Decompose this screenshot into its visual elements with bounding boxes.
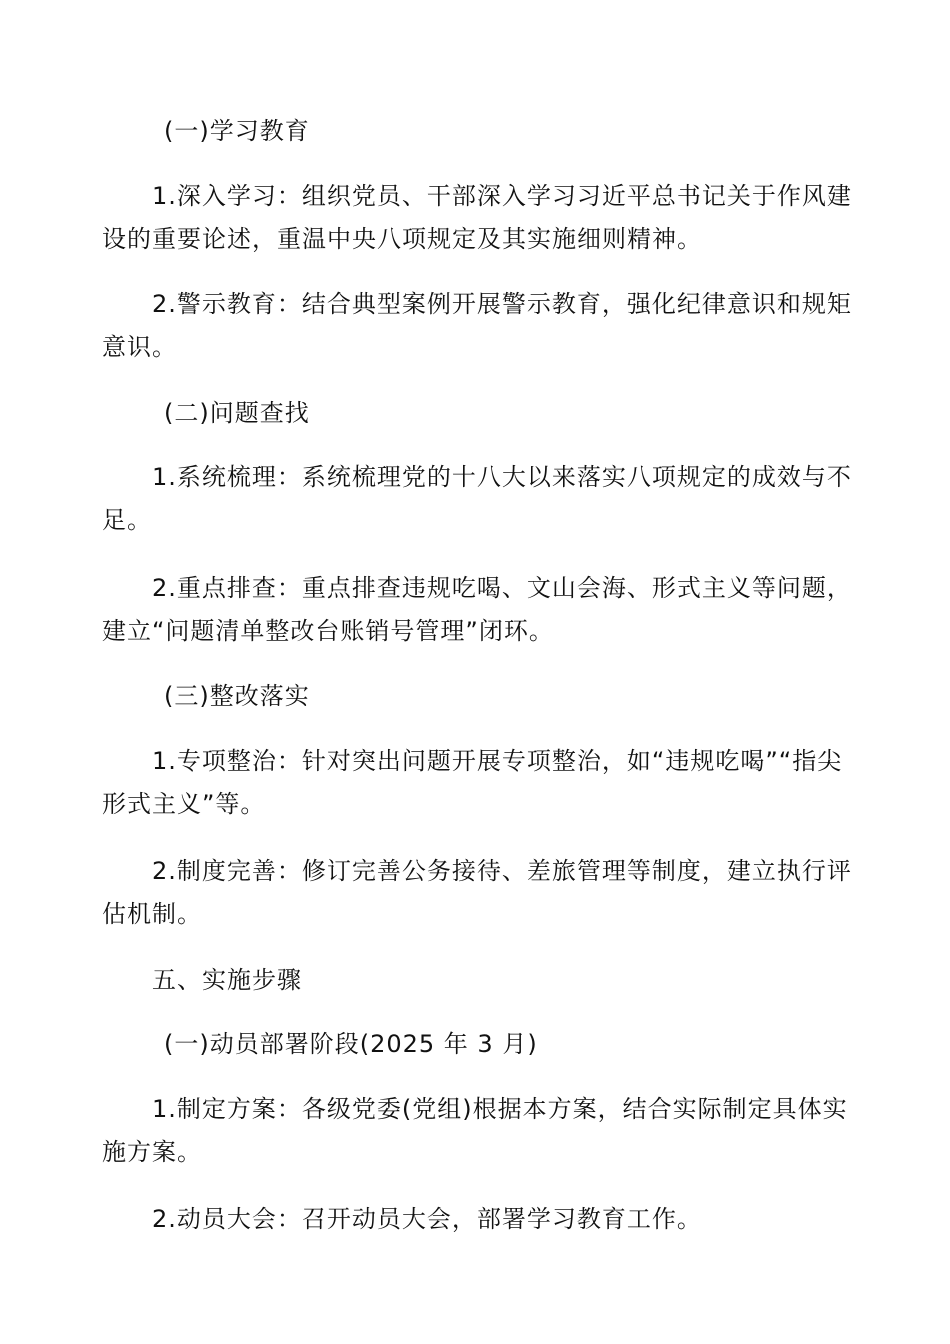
paragraph-system-improvement: 2.制度完善：修订完善公务接待、差旅管理等制度，建立执行评估机制。 — [102, 857, 852, 928]
paragraph-key-inspection: 2.重点排查：重点排查违规吃喝、文山会海、形式主义等问题，建立“问题清单整改台账销号管理”闭环。 — [102, 574, 852, 645]
section-heading-mobilization-stage: (一)动员部署阶段(2025 年 3 月) — [164, 1030, 538, 1058]
paragraph-formulate-plan: 1.制定方案：各级党委(党组)根据本方案，结合实际制定具体实施方案。 — [102, 1095, 848, 1166]
section-heading-study-education: (一)学习教育 — [164, 117, 310, 145]
paragraph-in-depth-study: 1.深入学习：组织党员、干部深入学习习近平总书记关于作风建设的重要论述，重温中央八项规定及其实施细则精神。 — [102, 182, 852, 253]
paragraph-special-rectification: 1.专项整治：针对突出问题开展专项整治，如“违规吃喝”“指尖形式主义”等。 — [102, 747, 843, 818]
paragraph-mobilization-meeting: 2.动员大会：召开动员大会，部署学习教育工作。 — [152, 1205, 702, 1233]
section-heading-problem-finding: (二)问题查找 — [164, 399, 310, 427]
paragraph-systematic-review: 1.系统梳理：系统梳理党的十八大以来落实八项规定的成效与不足。 — [102, 463, 852, 534]
paragraph-warning-education: 2.警示教育：结合典型案例开展警示教育，强化纪律意识和规矩意识。 — [102, 290, 852, 361]
section-heading-implementation-steps: 五、实施步骤 — [152, 966, 302, 994]
section-heading-rectification: (三)整改落实 — [164, 682, 310, 710]
